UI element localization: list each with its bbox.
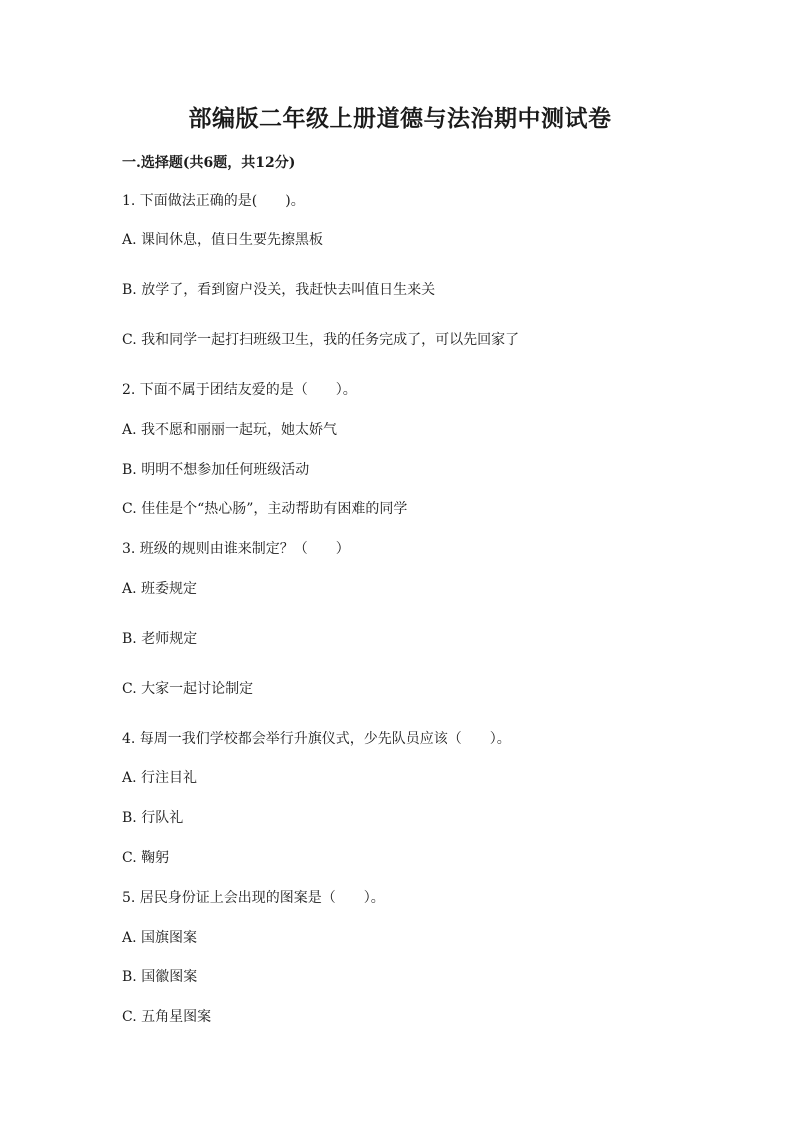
question-2-option-b: B. 明明不想参加任何班级活动	[122, 462, 310, 478]
page-title: 部编版二年级上册道德与法治期中测试卷	[188, 105, 612, 132]
question-1-option-b: B. 放学了，看到窗户没关，我赶快去叫值日生来关	[122, 282, 436, 298]
question-2-stem: 2. 下面不属于团结友爱的是（ ）。	[122, 382, 357, 398]
question-3-stem: 3. 班级的规则由谁来制定？（ ）	[122, 541, 350, 557]
question-5-option-c: C. 五角星图案	[122, 1009, 212, 1025]
question-4-option-a: A. 行注目礼	[122, 770, 198, 786]
question-4-option-b: B. 行队礼	[122, 810, 184, 826]
section-heading: 一.选择题(共6题，共12分)	[122, 155, 296, 171]
question-1-option-c: C. 我和同学一起打扫班级卫生，我的任务完成了，可以先回家了	[122, 332, 520, 348]
question-1-stem: 1. 下面做法正确的是( )。	[122, 193, 305, 209]
question-3-option-b: B. 老师规定	[122, 631, 198, 647]
question-1-option-a: A. 课间休息，值日生要先擦黑板	[122, 232, 324, 248]
question-3-option-a: A. 班委规定	[122, 581, 198, 597]
question-2-option-c: C. 佳佳是个“热心肠”，主动帮助有困难的同学	[122, 501, 408, 517]
question-5-option-b: B. 国徽图案	[122, 969, 198, 985]
question-3-option-c: C. 大家一起讨论制定	[122, 681, 254, 697]
question-4-stem: 4. 每周一我们学校都会举行升旗仪式，少先队员应该（ ）。	[122, 731, 511, 747]
question-2-option-a: A. 我不愿和丽丽一起玩，她太娇气	[122, 422, 338, 438]
question-5-stem: 5. 居民身份证上会出现的图案是（ ）。	[122, 890, 385, 906]
question-4-option-c: C. 鞠躬	[122, 850, 170, 866]
question-5-option-a: A. 国旗图案	[122, 930, 198, 946]
